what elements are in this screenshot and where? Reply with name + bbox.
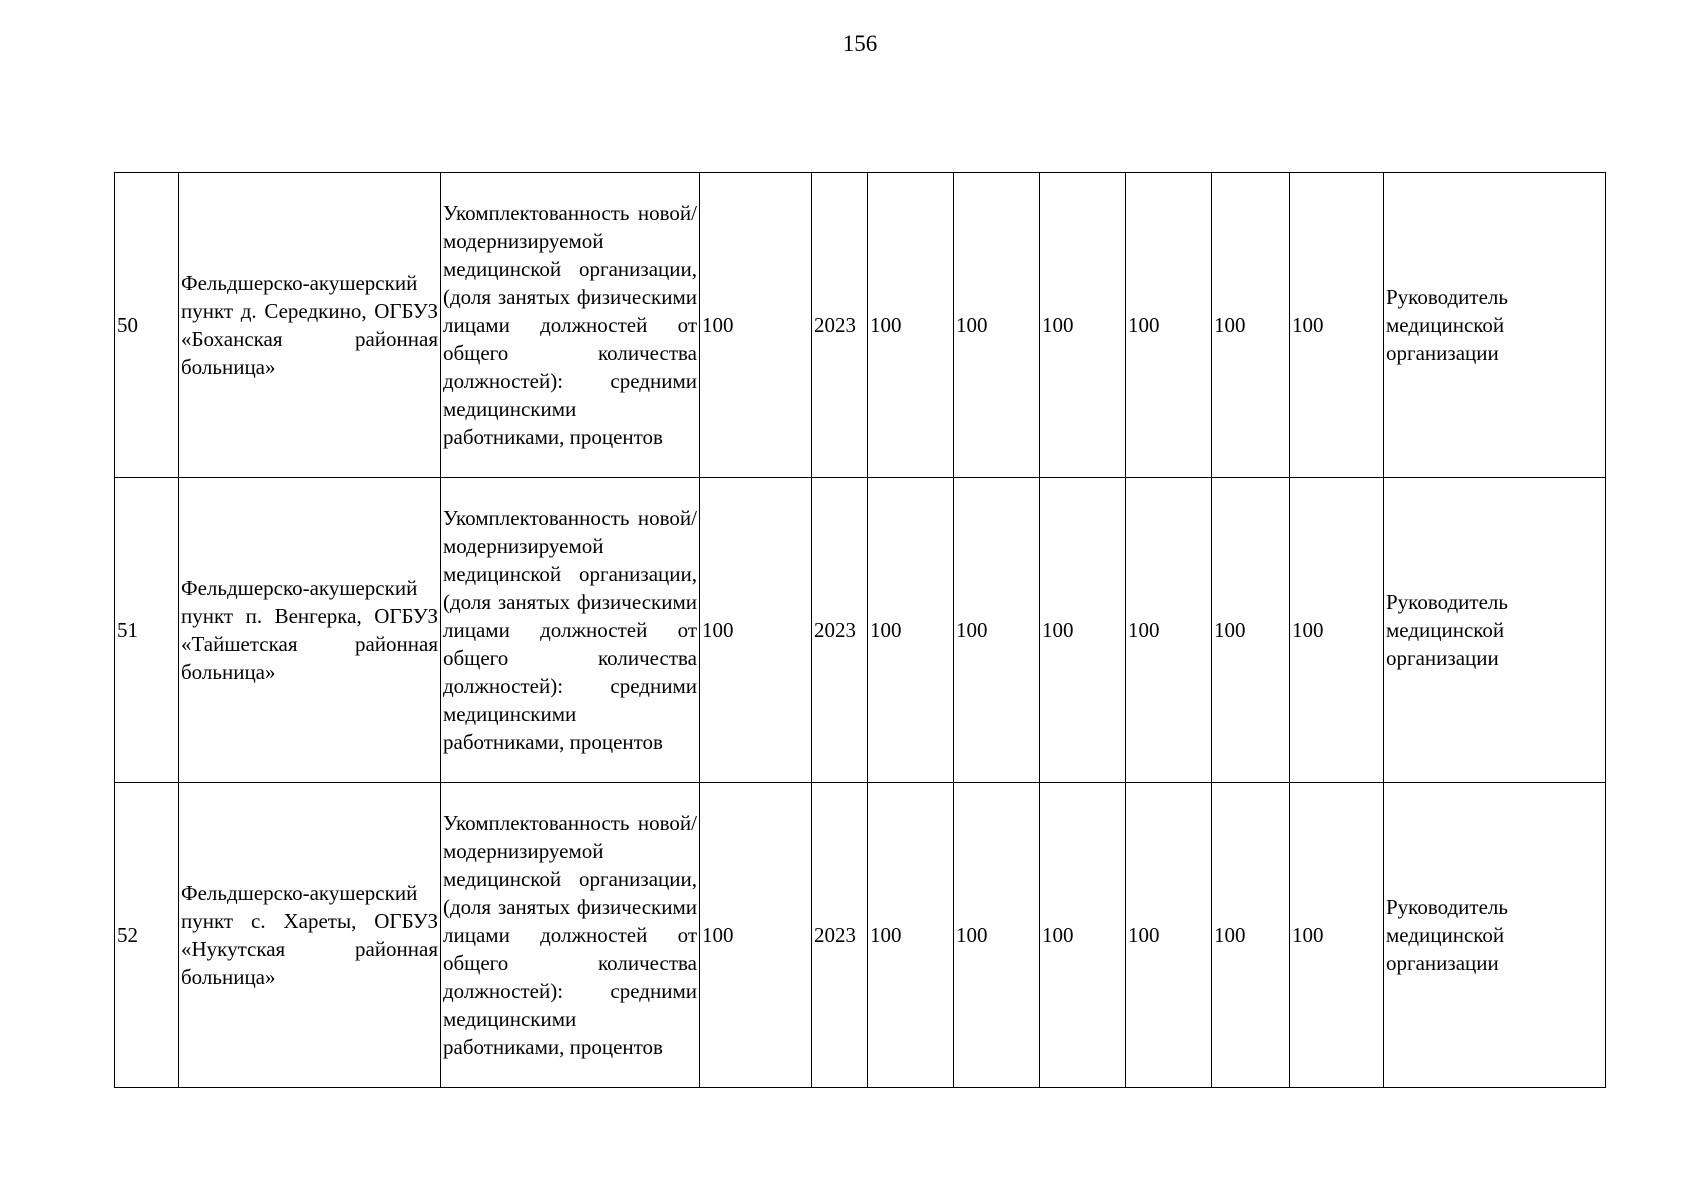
- table-row: [115, 783, 1606, 1088]
- indicator-description: Укомплектованность новой/модернизируемой медицинской организации, (доля занятых физическими лицами должностей от общего количества должностей): средними медицинскими работниками, процентов: [441, 173, 700, 478]
- base-year: 2023: [812, 478, 868, 783]
- value-cell: 100: [868, 783, 954, 1088]
- value-cell: 100: [1126, 173, 1212, 478]
- value-cell: 100: [1126, 478, 1212, 783]
- row-number: 52: [115, 783, 179, 1088]
- value-cell: 100: [1290, 173, 1384, 478]
- base-value: 100: [700, 173, 812, 478]
- value-cell: 100: [1040, 478, 1126, 783]
- value-cell: 100: [1040, 783, 1126, 1088]
- value-cell: 100: [1212, 478, 1290, 783]
- indicator-description: Укомплектованность новой/модернизируемой медицинской организации, (доля занятых физическими лицами должностей от общего количества должностей): средними медицинскими работниками, процентов: [441, 478, 700, 783]
- base-value: 100: [700, 478, 812, 783]
- base-value: 100: [700, 783, 812, 1088]
- facility-name: Фельдшерско-акушерский пункт с. Хареты, ОГБУЗ «Нукутская районная больница»: [179, 783, 441, 1088]
- base-year: 2023: [812, 783, 868, 1088]
- value-cell: 100: [868, 478, 954, 783]
- indicator-description: Укомплектованность новой/модернизируемой медицинской организации, (доля занятых физическими лицами должностей от общего количества должностей): средними медицинскими работниками, процентов: [441, 783, 700, 1088]
- data-table: [114, 172, 1606, 1088]
- value-cell: 100: [954, 783, 1040, 1088]
- facility-name: Фельдшерско-акушерский пункт д. Середкино, ОГБУЗ «Боханская районная больница»: [179, 173, 441, 478]
- responsible-person: Руководитель медицинской организации: [1384, 173, 1606, 478]
- value-cell: 100: [954, 478, 1040, 783]
- page-number: 156: [842, 31, 878, 56]
- table-row: [115, 478, 1606, 783]
- value-cell: 100: [1040, 173, 1126, 478]
- table-row: [115, 173, 1606, 478]
- value-cell: 100: [1290, 783, 1384, 1088]
- facility-name: Фельдшерско-акушерский пункт п. Венгерка, ОГБУЗ «Тайшетская районная больница»: [179, 478, 441, 783]
- responsible-person: Руководитель медицинской организации: [1384, 478, 1606, 783]
- value-cell: 100: [1212, 783, 1290, 1088]
- value-cell: 100: [868, 173, 954, 478]
- row-number: 51: [115, 478, 179, 783]
- base-year: 2023: [812, 173, 868, 478]
- value-cell: 100: [1290, 478, 1384, 783]
- value-cell: 100: [954, 173, 1040, 478]
- responsible-person: Руководитель медицинской организации: [1384, 783, 1606, 1088]
- row-number: 50: [115, 173, 179, 478]
- value-cell: 100: [1212, 173, 1290, 478]
- value-cell: 100: [1126, 783, 1212, 1088]
